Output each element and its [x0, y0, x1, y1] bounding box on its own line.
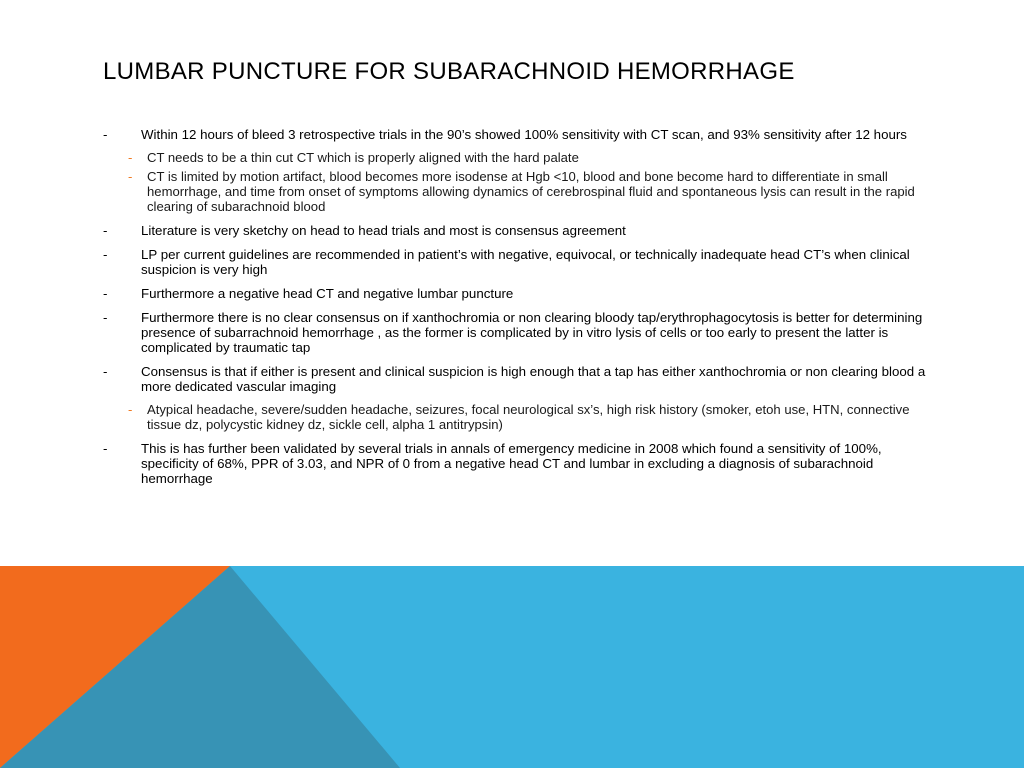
bullet-group: [103, 127, 933, 214]
bullet-marker: -: [103, 127, 108, 142]
bullet-item: [103, 310, 933, 355]
sub-bullet-marker: -: [128, 150, 133, 165]
bullet-text: Literature is very sketchy on head to head trials and most is consensus agreement: [141, 223, 626, 238]
bullet-text: Furthermore there is no clear consensus on if xanthochromia or non clearing bloody tap/erythrophagocytosis is better for determining presence of subarrachnoid hemorrhage , as the former is complicated by in vitro lysis of cells or too early to present the latter is complicated by traumatic tap: [141, 310, 923, 355]
footer-decoration: [0, 566, 1024, 768]
sub-bullet-text: CT needs to be a thin cut CT which is properly aligned with the hard palate: [147, 150, 579, 165]
bullet-text: Furthermore a negative head CT and negative lumbar puncture: [141, 286, 514, 301]
bullet-group: [103, 441, 933, 486]
bullet-group: [103, 364, 933, 432]
bullet-group: [103, 247, 933, 277]
sub-bullet-marker: -: [128, 402, 133, 417]
sub-bullet-text: CT is limited by motion artifact, blood becomes more isodense at Hgb <10, blood and bone become hard to differentiate in small hemorrhage, and time from onset of symptoms allowing dynamics of cerebrospinal fluid and spontaneous lysis can result in the rapid clearing of subarachnoid blood: [147, 169, 915, 214]
bullet-marker: -: [103, 310, 108, 325]
bullet-item: [103, 247, 933, 277]
sub-bullet-marker: -: [128, 169, 133, 184]
bullet-group: [103, 223, 933, 238]
bullet-group: [103, 286, 933, 301]
bullet-marker: -: [103, 286, 108, 301]
bullet-text: LP per current guidelines are recommended in patient’s with negative, equivocal, or technically inadequate head CT’s when clinical suspicion is very high: [141, 247, 910, 277]
sub-bullet-item: [128, 169, 933, 214]
bullet-marker: -: [103, 247, 108, 262]
bullet-item: [103, 127, 933, 142]
bullet-marker: -: [103, 223, 108, 238]
bullet-text: This is has further been validated by several trials in annals of emergency medicine in 2008 which found a sensitivity of 100%, specificity of 68%, PPR of 3.03, and NPR of 0 from a negative head CT and lumbar in excluding a diagnosis of subarachnoid hemorrhage: [141, 441, 882, 486]
sub-bullet-item: [128, 150, 933, 165]
sub-bullet-text: Atypical headache, severe/sudden headache, seizures, focal neurological sx’s, high risk history (smoker, etoh use, HTN, connective tissue dz, polycystic kidney dz, sickle cell, alpha 1 antitrypsin): [147, 402, 910, 432]
bullet-marker: -: [103, 441, 108, 456]
bullet-group: [103, 310, 933, 355]
slide-content: [103, 127, 933, 495]
slide-title: LUMBAR PUNCTURE FOR SUBARACHNOID HEMORRHAGE: [103, 58, 795, 85]
bullet-text: Consensus is that if either is present and clinical suspicion is high enough that a tap has either xanthochromia or non clearing blood a more dedicated vascular imaging: [141, 364, 926, 394]
bullet-text: Within 12 hours of bleed 3 retrospective trials in the 90’s showed 100% sensitivity with CT scan, and 93% sensitivity after 12 hours: [141, 127, 907, 142]
bullet-item: [103, 286, 933, 301]
bullet-item: [103, 364, 933, 394]
bullet-marker: -: [103, 364, 108, 379]
bullet-item: [103, 223, 933, 238]
bullet-item: [103, 441, 933, 486]
sub-bullet-item: [128, 402, 933, 432]
